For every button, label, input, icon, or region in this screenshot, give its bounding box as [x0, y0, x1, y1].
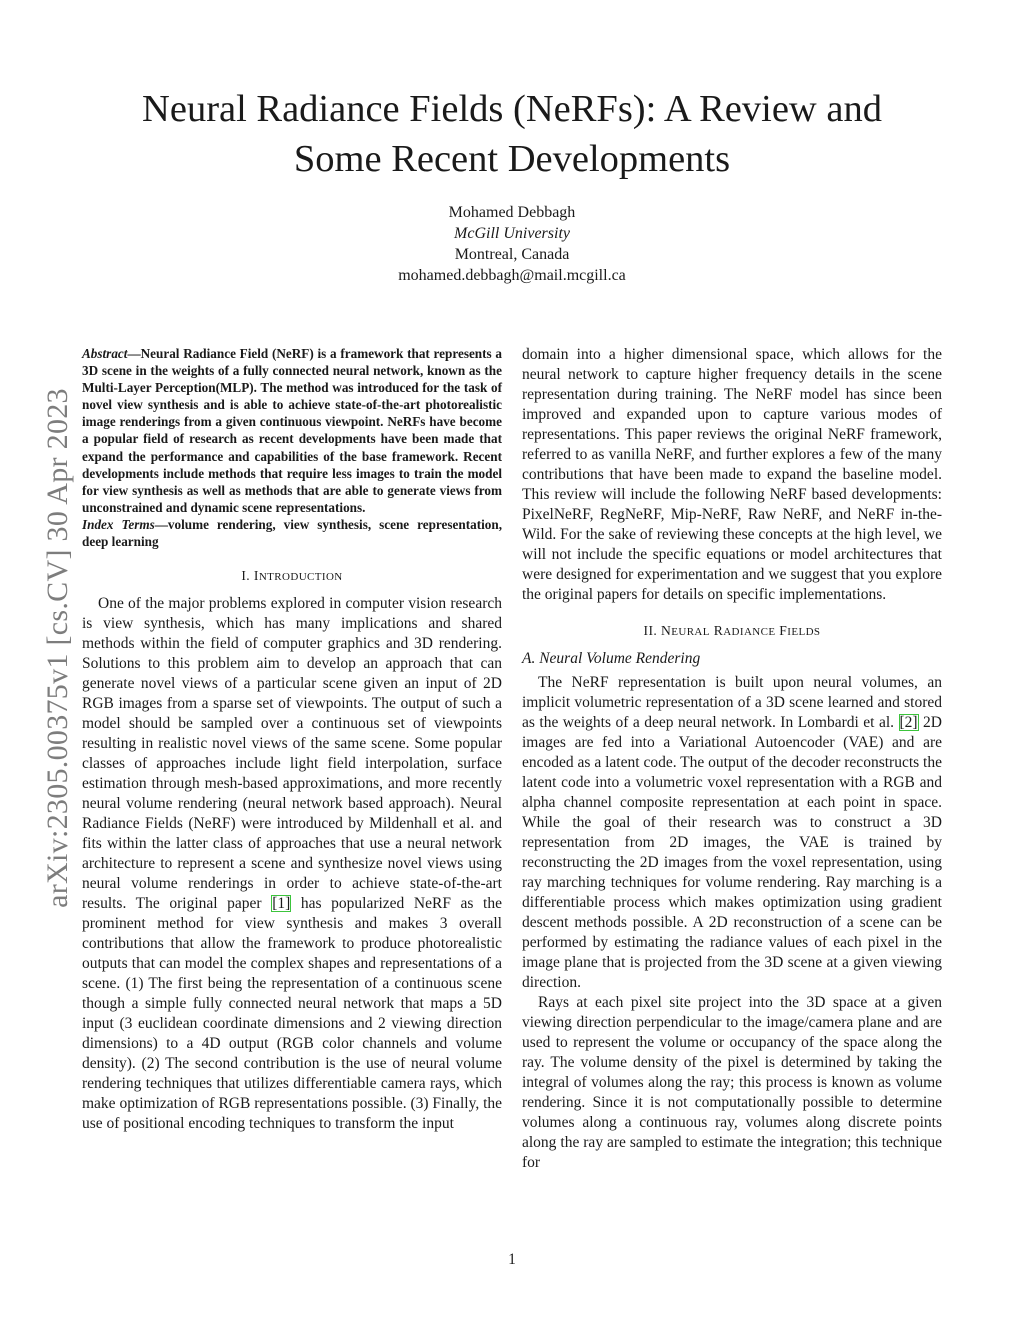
- page-number: 1: [508, 1251, 516, 1268]
- subsection-heading: A. Neural Volume Rendering: [522, 650, 701, 667]
- paper-title: [62, 84, 962, 184]
- title-line-1: Neural Radiance Fields (NeRFs): A Review and: [142, 88, 882, 130]
- nerf-paragraph-1: The NeRF representation is built upon neural volumes, an implicit volumetric representation of a 3D scene learned and stored as the weights of a deep neural network. In Lombardi et al. [2] 2D images are fed into a Variational Autoencoder (VAE) and are encoded as a latent code. The output of the decoder reconstructs the latent code into a volumetric voxel representation with a RGB and alpha channel composite representation at each point in space. While the goal of their research was to construct a 3D representation from 2D images, the VAE is trained by reconstructing the 2D images from the voxel representation, using ray marching techniques for volume rendering. Ray marching is a differentiable process which makes optimization using gradient descent methods possible. A 2D reconstruction of a scene can be performed by estimating the radiance values of each pixel in the image plane that is projected from the 3D scene at a given viewing direction.: [522, 674, 942, 991]
- index-terms-text: —volume rendering, view synthesis, scene representation, deep learning: [82, 516, 502, 550]
- abstract-text: —Neural Radiance Field (NeRF) is a framework that represents a 3D scene in the weights of a fully connected neural network, known as the Multi-Layer Perception(MLP). The method was introduced for the task of novel view synthesis and is able to achieve state-of-the-art photorealistic image renderings from a given continuous viewpoint. NeRFs have become a popular field of research as recent developments have been made that expand the performance and capabilities of the base framework. Recent developments include methods that require less images to train the model for view synthesis as well as methods that are able to generate views from unconstrained and dynamic scene representations.: [82, 346, 502, 515]
- index-terms: [82, 516, 502, 550]
- author-block: [312, 202, 712, 286]
- abstract: [82, 345, 502, 516]
- introduction-paragraph-continued: domain into a higher dimensional space, which allows for the neural network to capture higher frequency details in the scene representation during training. The NeRF model has since been improved and expanded upon to capture various modes of representations. This paper reviews the original NeRF framework, referred to as vanilla NeRF, and further explores a few of the many contributions that have been made to expand the baseline model. This review will include the following NeRF based developments: PixelNeRF, RegNeRF, Mip-NeRF, Raw NeRF, and NeRF in-the-Wild. For the sake of reviewing these concepts at the high level, we will not include the specific equations or model architectures that were designed for experimentation and we suggest that you explore the original papers for details on specific implementations.: [522, 346, 942, 603]
- index-terms-label: Index Terms: [82, 516, 155, 532]
- author-location: Montreal, Canada: [454, 246, 570, 263]
- author-email[interactable]: mohamed.debbagh@mail.mcgill.ca: [398, 267, 626, 284]
- introduction-paragraph: One of the major problems explored in computer vision research is view synthesis, which has many implications and shared methods within the field of computer graphics and 3D rendering. Solutions to this problem aim to develop an approach that can generate novel views of a particular scene given an input of 2D RGB images from a sparse set of viewpoints. The output of such a model should be sampled over a continuous set of viewpoints resulting in realistic novel views of the same scene. Some popular classes of approaches include light field interpolation, surface estimation through mesh-based approximations, and more recently neural volume rendering (neural network based approach). Neural Radiance Fields (NeRF) were introduced by Mildenhall et al. and fits within the latter class of approaches that use a neural network architecture to represent a scene and synthesize novel views using neural volume renderings in order to achieve state-of-the-art results. The original paper [1] has popularized NeRF as the prominent method for view synthesis and makes 3 overall contributions that allow the framework to produce photorealistic outputs that can model the complex shapes and representations of a scene. (1) The first being the representation of a continuous scene though a simple fully connected neural network that maps a 5D input (3 euclidean coordinate dimensions and 2 viewing direction dimensions) to a 4D output (RGB color channels and volume density). (2) The second contribution is the use of neural volume rendering techniques that utilizes differentiable camera rays, which make optimization of RGB representations possible. (3) Finally, the use of positional encoding techniques to transform the input: [82, 595, 502, 1133]
- author-affiliation: McGill University: [454, 225, 570, 242]
- citation-link[interactable]: [1]: [272, 895, 291, 913]
- section-heading-introduction: I. INTRODUCTION: [241, 568, 343, 584]
- section-heading-nerf: II. NEURAL RADIANCE FIELDS: [643, 623, 821, 638]
- title-line-2: Some Recent Developments: [293, 138, 731, 180]
- citation-link[interactable]: [2]: [899, 714, 918, 731]
- left-column: [82, 345, 502, 1134]
- nerf-paragraph-2: Rays at each pixel site project into the 3D space at a given viewing direction perpendicular to the image/camera plane and are used to represent the volume or occupancy of the space along the ray. The volume density of the pixel is determined by taking the integral of volumes along the ray; this process is known as volume rendering. Since it is not computationally possible to determine volumes along a continuous ray, volumes along discrete points along the ray are sampled to estimate the integration; this technique for: [522, 994, 942, 1171]
- author-name: Mohamed Debbagh: [448, 204, 576, 221]
- abstract-label: Abstract: [82, 346, 128, 361]
- right-column: [522, 345, 942, 1173]
- arxiv-stamp: arXiv:2305.00375v1 [cs.CV] 30 Apr 2023: [41, 388, 74, 908]
